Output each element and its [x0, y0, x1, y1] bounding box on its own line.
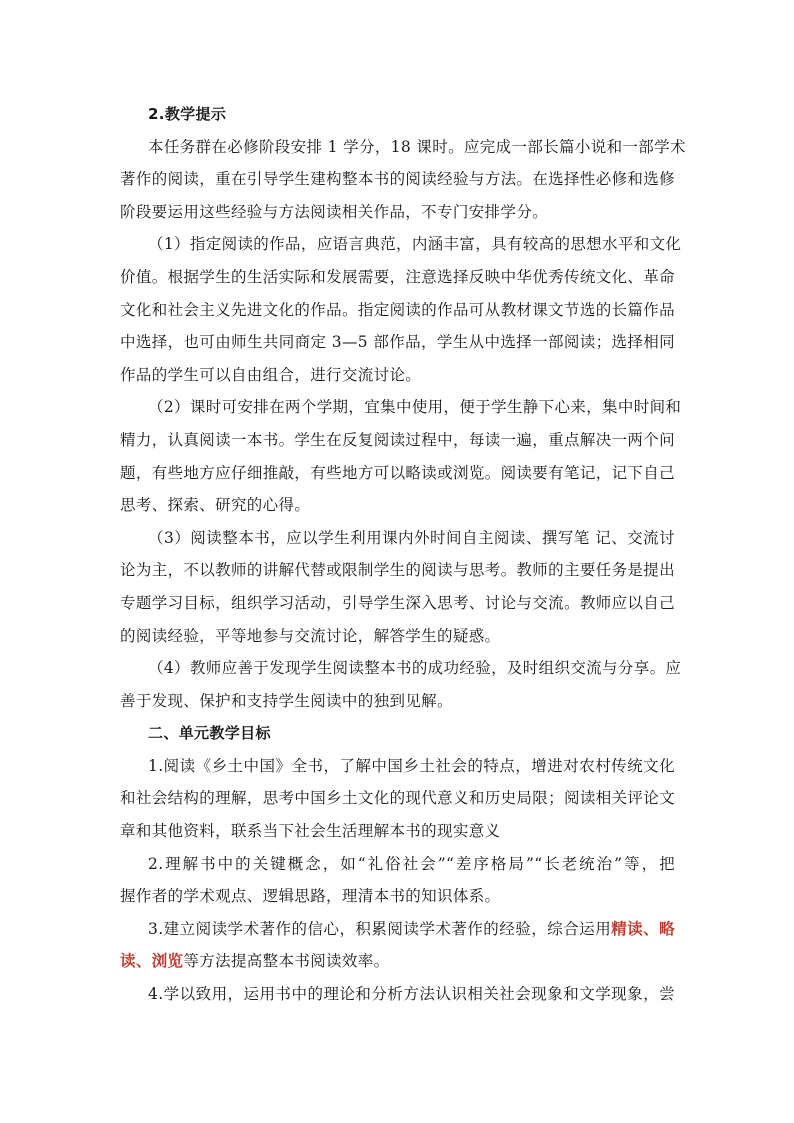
text-line: 题，有些地方应仔细推敲，有些地方可以略读或浏览。阅读要有笔记，记下自己: [120, 463, 675, 482]
text-line: 4.学以致用，运用书中的理论和分析方法认识相关社会现象和文学现象，尝: [148, 985, 675, 1004]
text-line: 阶段要运用这些经验与方法阅读相关作品，不专门安排学分。: [120, 202, 548, 221]
text-line: 作品的学生可以自由组合，进行交流讨论。: [120, 365, 422, 384]
intro-paragraph: [120, 131, 686, 229]
text-line: 著作的阅读，重在引导学生建构整本书的阅读经验与方法。在选择性必修和选修: [120, 170, 675, 189]
highlighted-methods: 读、浏览: [120, 951, 184, 971]
text-line: 本任务群在必修阶段安排 1 学分，18 课时。应完成一部长篇小说和一部学术: [148, 137, 686, 156]
item-3-paragraph: [120, 522, 675, 652]
text-line: 2.理解书中的关键概念，如“礼俗社会”“差序格局”“长老统治”等，把: [148, 854, 675, 873]
unit-goals-heading: 二、单元教学目标: [148, 724, 271, 743]
document-body: [120, 98, 686, 1011]
text-line: 和社会结构的理解，思考中国乡土文化的现代意义和历史局限；阅读相关评论文: [120, 789, 675, 808]
item-1-paragraph: [120, 228, 682, 391]
item-2-paragraph: [120, 391, 682, 521]
goal-3-paragraph: [120, 913, 675, 978]
text-line: 思考、探索、研究的心得。: [120, 496, 311, 515]
text-line: 的阅读经验，平等地参与交流讨论，解答学生的疑惑。: [120, 626, 501, 645]
goal-2-paragraph: [120, 848, 675, 913]
text-line: 中选择，也可由师生共同商定 3—5 部作品，学生从中选择一部阅读；选择相同: [120, 333, 675, 352]
text-line: 善于发现、保护和支持学生阅读中的独到见解。: [120, 691, 453, 710]
highlighted-methods: 精读、略: [611, 918, 675, 938]
text-line: （3）阅读整本书，应以学生利用课内外时间自主阅读、撰写笔 记、交流讨: [148, 528, 675, 547]
text-segment: 3.建立阅读学术著作的信心，积累阅读学术著作的经验，综合运用: [148, 919, 612, 938]
item-4-paragraph: [120, 652, 682, 717]
text-line: 文化和社会主义先进文化的作品。指定阅读的作品可从教材课文节选的长篇作品: [120, 300, 675, 319]
goal-4-paragraph: [120, 978, 675, 1011]
text-line: 握作者的学术观点、逻辑思路，理清本书的知识体系。: [120, 887, 501, 906]
goal-1-paragraph: [120, 750, 675, 848]
text-line: （4）教师应善于发现学生阅读整本书的成功经验，及时组织交流与分享。应: [148, 659, 682, 678]
text-segment: 等方法提高整本书阅读效率。: [183, 952, 390, 971]
text-line: 章和其他资料，联系当下社会生活理解本书的现实意义: [120, 822, 501, 841]
text-line: [120, 913, 675, 946]
text-line: 精力，认真阅读一本书。学生在反复阅读过程中，每读一遍，重点解决一两个问: [120, 430, 675, 449]
text-line: 价值。根据学生的生活实际和发展需要，注意选择反映中华优秀传统文化、革命: [120, 267, 675, 286]
text-line: （1）指定阅读的作品，应语言典范，内涵丰富，具有较高的思想水平和文化: [148, 235, 682, 254]
text-line: 1.阅读《乡土中国》全书，了解中国乡土社会的特点，增进对农村传统文化: [148, 756, 675, 775]
text-line: [120, 945, 675, 978]
text-line: 专题学习目标，组织学习活动，引导学生深入思考、讨论与交流。教师应以自己: [120, 593, 675, 612]
text-line: （2）课时可安排在两个学期，宜集中使用，便于学生静下心来，集中时间和: [148, 398, 682, 417]
section-heading: 2.教学提示: [148, 105, 227, 123]
text-line: 论为主，不以教师的讲解代替或限制学生的阅读与思考。教师的主要任务是提出: [120, 561, 675, 580]
